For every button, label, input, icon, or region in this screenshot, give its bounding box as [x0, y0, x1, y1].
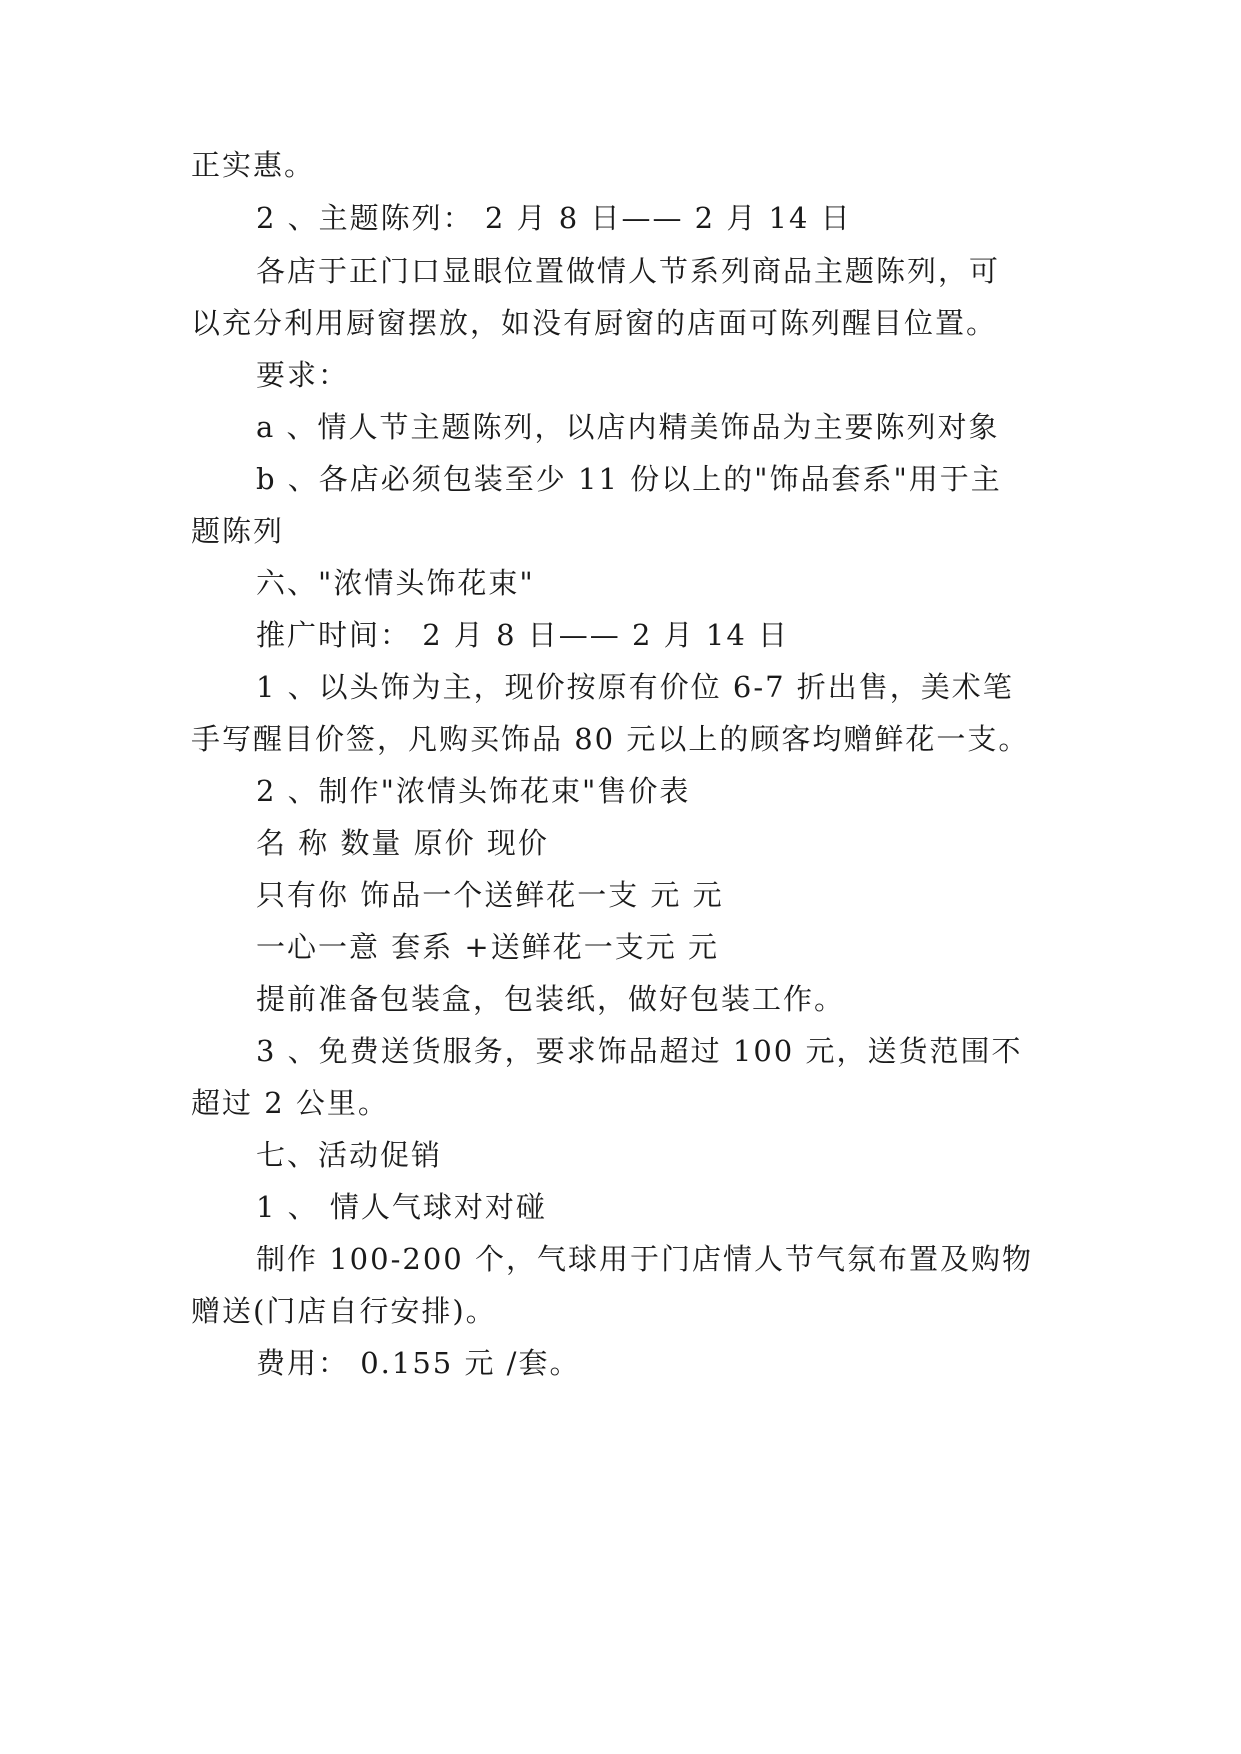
text-line: b 、各店必须包装至少 11 份以上的"饰品套系"用于主	[256, 462, 1002, 496]
text-line: 正实惠。	[191, 148, 316, 182]
text-line: 推广时间： 2 月 8 日—— 2 月 14 日	[256, 618, 789, 652]
text-line: 2 、主题陈列： 2 月 8 日—— 2 月 14 日	[256, 201, 852, 235]
text-line: 提前准备包装盒，包装纸，做好包装工作。	[256, 982, 846, 1016]
text-line: 手写醒目价签，凡购买饰品 80 元以上的顾客均赠鲜花一支。	[191, 722, 1030, 756]
text-line: 要求：	[256, 358, 350, 392]
text-line: 1 、以头饰为主，现价按原有价位 6-7 折出售，美术笔	[256, 670, 1014, 704]
section-heading: 六、"浓情头饰花束"	[256, 566, 535, 600]
text-line: 以充分利用厨窗摆放，如没有厨窗的店面可陈列醒目位置。	[191, 306, 998, 340]
text-line: 名 称 数量 原价 现价	[256, 826, 549, 860]
text-line: 2 、制作"浓情头饰花束"售价表	[256, 774, 691, 808]
text-line: 题陈列	[191, 514, 285, 548]
text-line: a 、情人节主题陈列，以店内精美饰品为主要陈列对象	[256, 410, 1000, 444]
text-line: 费用： 0.155 元 /套。	[256, 1346, 581, 1380]
text-line: 3 、免费送货服务，要求饰品超过 100 元，送货范围不	[256, 1034, 1023, 1068]
text-line: 只有你 饰品一个送鲜花一支 元 元	[256, 878, 724, 912]
text-line: 各店于正门口显眼位置做情人节系列商品主题陈列，可	[256, 254, 1001, 288]
text-line: 赠送(门店自行安排)。	[191, 1294, 497, 1328]
text-line: 制作 100-200 个，气球用于门店情人节气氛布置及购物	[256, 1242, 1033, 1276]
text-line: 一心一意 套系 +送鲜花一支元 元	[256, 930, 719, 964]
text-line: 1 、 情人气球对对碰	[256, 1190, 547, 1224]
section-heading: 七、活动促销	[256, 1138, 443, 1172]
text-line: 超过 2 公里。	[191, 1086, 389, 1120]
